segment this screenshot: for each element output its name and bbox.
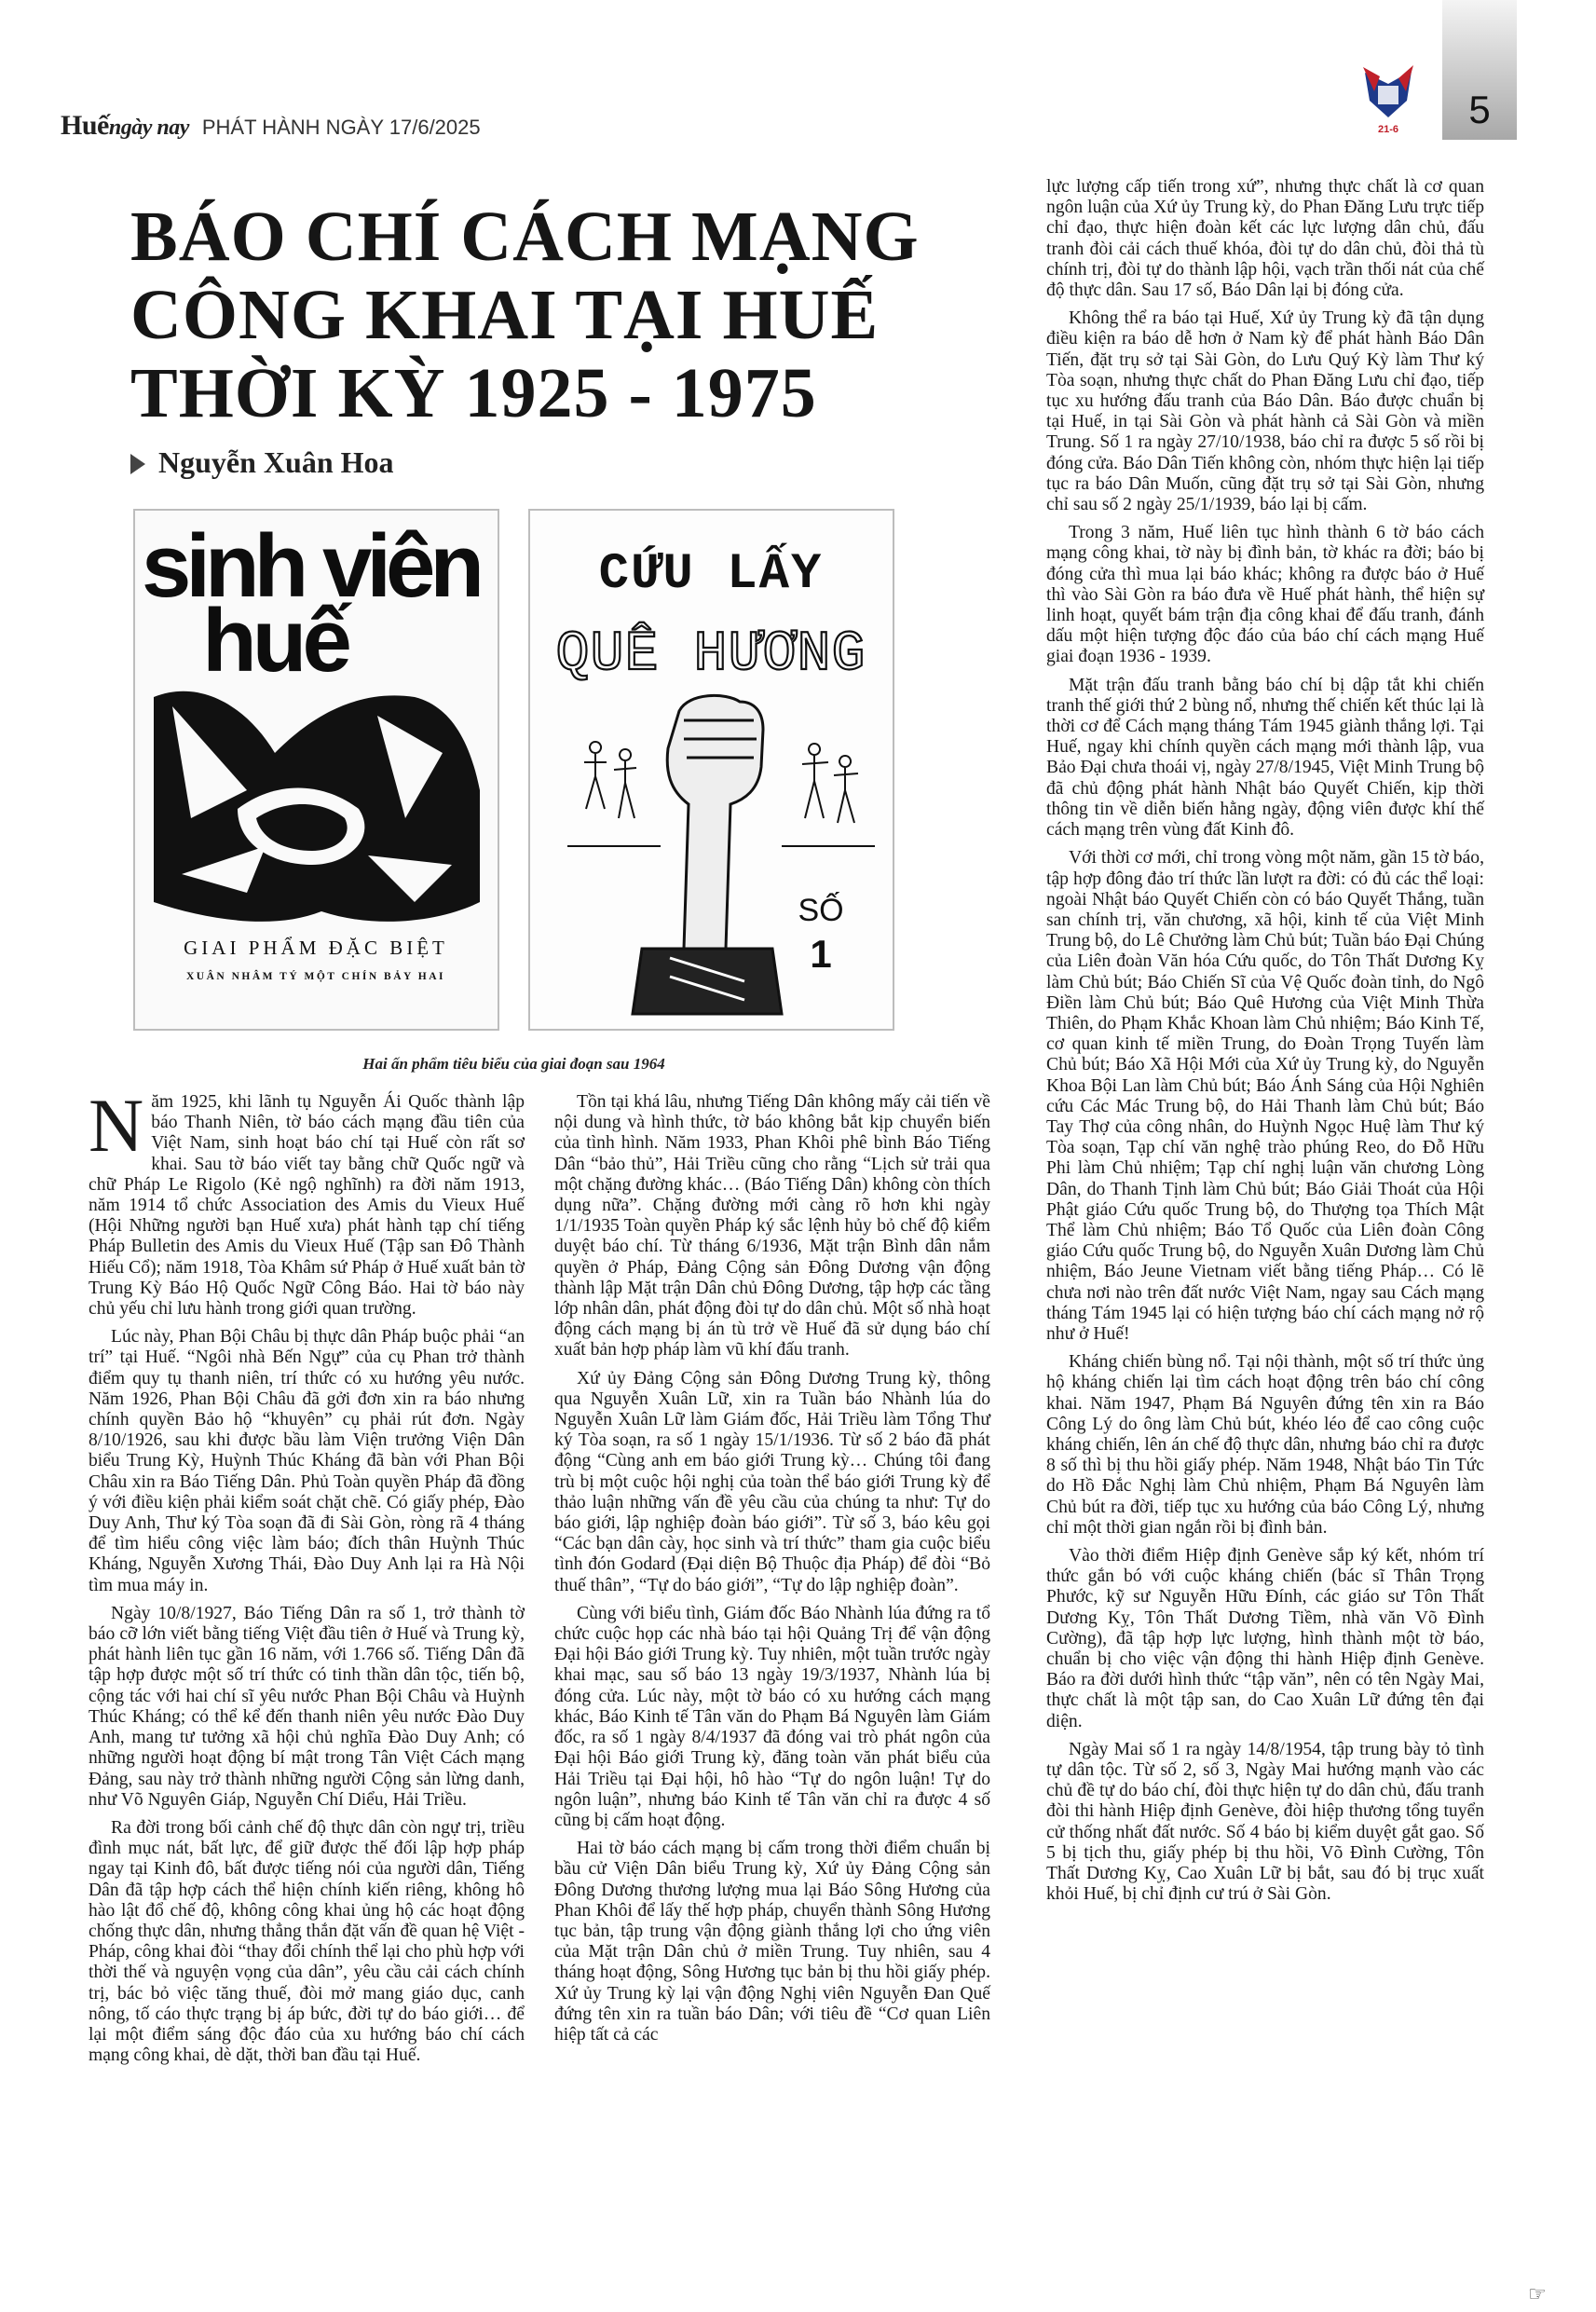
cover2-issue-number: 1 <box>810 932 832 976</box>
paragraph: Vào thời điểm Hiệp định Genève sắp ký kết, nhóm trí thức gắn bó với cuộc kháng chiến (bác sĩ Thân Trọng Phước, kỹ sư Nguyễn Hữu Đính, các giáo sư Tôn Thất Dương Kỵ, Tôn Thất Dương Tiềm, nhà văn Võ Đình Cường), đã tập hợp lực lượng, hình thành một tờ báo, chuẩn bị cho việc vận động thi hành Hiệp định Genève. Báo ra đời dưới hình thức “tập văn”, nên có tên Ngày Mai, thực chất là một tập san, do Cao Xuân Lữ đứng tên đại diện. <box>1046 1546 1484 1731</box>
page-number: 5 <box>1468 88 1491 131</box>
paragraph: Cùng với biểu tình, Giám đốc Báo Nhành lúa đứng ra tổ chức cuộc họp các nhà báo tại hội Quảng Trị để vận động Đại hội Báo giới Trung kỳ. Tuy nhiên, một tuần trước ngày khai mạc, sau số báo 13 ngày 19/3/1937, Nhành lúa bị đóng cửa. Lúc này, một tờ báo có xu hướng cách mạng khác, Báo Kinh tế Tân văn do Phạm Bá Nguyên làm Giám đốc, ra số 1 ngày 8/4/1937 đã đóng vai trò phát ngôn của Đại hội Báo giới Trung kỳ, đăng toàn văn phát biểu của Hải Triều tại Đại hội, hô hào “Tự do ngôn luận! Tự do ngôn luận”, nhưng báo Kinh tế Tân văn chỉ ra được 4 số cũng bị cấm hoạt động. <box>554 1603 990 1830</box>
paragraph: Kháng chiến bùng nổ. Tại nội thành, một số trí thức ủng hộ kháng chiến lại tìm cách hoạt động trên báo chí công khai. Năm 1947, Phạm Bá Nguyên đứng tên xin ra Báo Công Lý do ông làm Chủ bút, khéo léo để cao công cuộc kháng chiến, lên án chế độ thực dân, nhưng báo chỉ ra được 8 số thì bị thu hồi giấy phép. Năm 1948, Nhật báo Tin Tức do Hồ Đắc Nghị làm Chủ nhiệm, Phạm Bá Nguyên làm Chủ bút ra đời, tiếp tục xu hướng của báo Công Lý, nhưng chỉ một thời gian ngắn rồi bị đình bản. <box>1046 1352 1484 1538</box>
continue-pointing-hand-icon: ☞ <box>1528 2283 1547 2306</box>
article-column-1 <box>89 1083 525 2073</box>
masthead <box>61 110 481 147</box>
author-name: Nguyễn Xuân Hoa <box>158 445 394 479</box>
paragraph: lực lượng cấp tiến trong xứ”, nhưng thực chất là cơ quan ngôn luận của Xứ ủy Trung kỳ, do Phan Đăng Lưu trực tiếp chỉ đạo, thực hiện đoàn kết các lực lượng dân chủ, đấu tranh đòi cải cách thuế khóa, đòi tự do dân chủ, đòi thả tù chính trị, đòi tự do thành lập hội, vạch trần thối nát của chế độ thực dân. Sau 17 số, Báo Dân lại bị đóng cửa. <box>1046 177 1484 301</box>
cover-art-2 <box>530 511 893 1029</box>
figure-caption: Hai ấn phẩm tiêu biểu của giai đoạn sau 1964 <box>362 1055 665 1073</box>
magazine-cover-cuu-lay-que-huong <box>528 509 894 1031</box>
paragraph: Ra đời trong bối cảnh chế độ thực dân còn ngự trị, triều đình mục nát, bất lực, để giữ được thế đối lập hợp pháp ngay tại Kinh đô, bất được tiếng nói của người dân, Tiếng Dân đã tập hợp cách thể hiện chính kiến riêng, không hô hào lật đổ chế độ, không công khai ủng hộ các hoạt động chống thực dân, nhưng thẳng thắn đặt vấn đề quan hệ Việt - Pháp, công khai đòi “thay đổi chính thể lại cho phù hợp với thời thế và nguyện vọng của dân”, yêu cầu cải cách chính trị, bác bỏ việc tăng thuế, đòi mở mang giáo dục, canh nông, tố cáo thực trạng bị áp bức, đời tự do báo giới… để lại một điểm sáng độc đáo của xu hướng báo chí cách mạng công khai, dè dặt, thời ban đầu tại Huế. <box>89 1817 525 2066</box>
issue-date: PHÁT HÀNH NGÀY 17/6/2025 <box>201 116 481 139</box>
cover2-issue-label: SỐ <box>798 893 844 928</box>
title-line-1: BÁO CHÍ CÁCH MẠNG <box>130 198 920 276</box>
paragraph: Ngày 10/8/1927, Báo Tiếng Dân ra số 1, trở thành tờ báo cỡ lớn viết bằng tiếng Việt đầu tiên ở Huế và Trung kỳ, phát hành liên tục gần 16 năm, với 1.766 số. Tiếng Dân đã tập hợp được một số trí thức có tinh thần dân tộc, tiến bộ, cộng tác với hai chí sĩ yêu nước Phan Bội Châu và Huỳnh Thúc Kháng; có thể kể đến thanh niên yêu nước Đào Duy Anh, mang tư tưởng xã hội chủ nghĩa Đào Duy Anh; có những người hoạt động bí mật trong Tân Việt Cách mạng Đảng, sau này trở thành những người Cộng sản lừng danh, như Võ Nguyên Giáp, Nguyễn Chí Diểu, Hải Triều. <box>89 1603 525 1810</box>
anniversary-logo-icon <box>1356 63 1421 140</box>
logo-label: 21-6 <box>1377 124 1399 135</box>
article-title <box>130 198 1025 432</box>
paragraph: Năm 1925, khi lãnh tụ Nguyễn Ái Quốc thành lập báo Thanh Niên, tờ báo cách mạng đầu tiên của Việt Nam, sinh hoạt báo chí tại Huế còn rất sơ khai. Sau tờ báo viết tay bằng chữ Quốc ngữ và chữ Pháp Le Rigolo (Kẻ ngộ nghĩnh) ra đời năm 1913, năm 1914 tổ chức Association des Amis du Vieux Huế (Hội Những người bạn Huế xưa) phát hành tạp chí tiếng Pháp Bulletin des Amis du Vieux Huế (Tập san Đô Thành Hiếu Cổ); năm 1918, Tòa Khâm sứ Pháp ở Huế xuất bản tờ Trung Kỳ Báo Hộ Quốc Ngữ Công Báo. Hai tờ báo này chủ yếu chỉ lưu hành trong giới quan trường. <box>89 1083 525 1320</box>
paragraph: Không thể ra báo tại Huế, Xứ ủy Trung kỳ đã tận dụng điều kiện ra báo dễ hơn ở Nam kỳ để phát hành Báo Dân Tiến, đặt trụ sở tại Sài Gòn, do Lưu Quý Kỳ làm Thư ký Tòa soạn, nhưng thực chất do Phan Đăng Lưu chỉ đạo, tiếp tục xu hướng đấu tranh của Báo Dân. Báo được chuẩn bị tại Huế, in tại Sài Gòn và phát hành cả Sài Gòn và miền Trung. Số 1 ra ngày 27/10/1938, báo chỉ ra được 5 số rồi bị đóng cửa. Báo Dân Tiến không còn, nhóm thực hiện lại tiếp tục ra báo Dân Muốn, cũng đặt trụ sở tại Sài Gòn, nhưng chỉ sau số 2 ngày 25/1/1939, báo lại bị cấm. <box>1046 308 1484 515</box>
cover1-title-line2: huế <box>202 591 348 691</box>
title-line-2: CÔNG KHAI TẠI HUẾ <box>130 276 880 354</box>
brand-name: Huếngày nay <box>61 110 189 141</box>
byline <box>130 445 394 480</box>
byline-triangle-icon <box>130 454 145 474</box>
cover2-title-line1: CỨU LẤY <box>598 546 824 603</box>
paragraph: Tồn tại khá lâu, nhưng Tiếng Dân không mấy cải tiến về nội dung và hình thức, tờ báo không bắt kịp chuyển biến của tình hình. Năm 1933, Phan Khôi phê bình Báo Tiếng Dân “bảo thủ”, Hải Triều cũng cho rằng “Lịch sử trải qua một chặng đường khác… (Báo Tiếng Dân) không còn thích dụng nữa”. Chặng đường mới càng rõ hơn khi ngày 1/1/1935 Toàn quyền Pháp ký sắc lệnh hủy bỏ chế độ kiểm duyệt báo chí. Từ tháng 6/1936, Mặt trận Bình dân nắm quyền ở Pháp, Đảng Cộng sản Đông Dương vận động thành lập Mặt trận Dân chủ Đông Dương, tập hợp các tầng lớp nhân dân, phát động đòi tự do dân chủ. Một số nhà hoạt động cách mạng bị án tù trở về Huế đã sử dụng báo chí xuất bản hợp pháp làm vũ khí đấu tranh. <box>554 1092 990 1361</box>
page-number-tab <box>1442 0 1517 140</box>
title-line-3: THỜI KỲ 1925 - 1975 <box>130 354 817 432</box>
paragraph: Lúc này, Phan Bội Châu bị thực dân Pháp buộc phải “an trí” tại Huế. “Ngôi nhà Bến Ngự” của cụ Phan trở thành điểm quy tụ thanh niên, trí thức có xu hướng yêu nước. Năm 1926, Phan Bội Châu đã gởi đơn xin ra báo nhưng chính quyền Bảo hộ “khuyên” cụ phải rút đơn. Ngày 8/10/1926, sau khi được bầu làm Viện trưởng Viện Dân biểu Trung Kỳ, Huỳnh Thúc Kháng đã bàn với Phan Bội Châu xin ra Báo Tiếng Dân. Phủ Toàn quyền Pháp đã đồng ý với điều kiện phải kiểm soát chặt chẽ. Có giấy phép, Đào Duy Anh, Thư ký Tòa soạn đã đi Sài Gòn, ròng rã 4 tháng để tìm hiểu công việc làm báo; đích thân Huỳnh Thúc Kháng, Nguyễn Xương Thái, Đào Duy Anh lại ra Hà Nội tìm mua máy in. <box>89 1327 525 1595</box>
paragraph: Xứ ủy Đảng Cộng sản Đông Dương Trung kỳ, thông qua Nguyễn Xuân Lữ, xin ra Tuần báo Nhành lúa do Nguyễn Xuân Lữ làm Giám đốc, Hải Triều làm Tổng Thư ký Tòa soạn, ra số 1 ngày 15/1/1936. Từ số 2 báo đã phát động “Cùng anh em báo giới Trung kỳ… Chúng tôi đang trù bị một cuộc hội nghị của toàn thể báo giới Trung kỳ để thảo luận những vấn đề yêu cầu của chúng ta như: Tự do báo giới, lập nghiệp đoàn báo giới”. Từ số 3, báo kêu gọi “Các bạn dân cày, học sinh và trí thức” tham gia cuộc biểu tình đón Godard (Đại diện Bộ Thuộc địa Pháp) để đòi “Bỏ thuế thân”, “Tự do báo giới”, “Tự do lập nghiệp đoàn”. <box>554 1368 990 1595</box>
article-column-3 <box>1046 177 1484 1912</box>
paragraph: Trong 3 năm, Huế liên tục hình thành 6 tờ báo cách mạng công khai, tờ này bị đình bản, tờ khác ra đời; báo bị đóng cửa thì mua lại báo khác; không ra được báo ở Huế thì vào Sài Gòn ra báo đưa về Huế phát hành, thể hiện sự linh hoạt, quyết bám trận địa công khai để đấu tranh, đánh dấu một hiện tượng độc đáo của báo chí cách mạng Huế giai đoạn 1936 - 1939. <box>1046 523 1484 667</box>
magazine-cover-sinh-vien-hue <box>133 509 499 1031</box>
paragraph: Ngày Mai số 1 ra ngày 14/8/1954, tập trung bày tỏ tình tự dân tộc. Từ số 2, số 3, Ngày Mai hướng mạnh vào các chủ đề tự do báo chí, đòi thực hiện tự do dân chủ, đấu tranh đòi thi hành Hiệp định Genève, đòi hiệp thương tổng tuyển cử thống nhất đất nước. Số 4 báo bị kiểm duyệt gắt gao. Số 5 bị tịch thu, giấy phép bị thu hồi, Võ Đình Cường, Tôn Thất Dương Kỵ, Cao Xuân Lữ bị bắt, sau đó bị trục xuất khỏi Huế, bị chỉ định cư trú ở Sài Gòn. <box>1046 1739 1484 1905</box>
article-column-2 <box>554 1092 990 2053</box>
paragraph: Với thời cơ mới, chỉ trong vòng một năm, gần 15 tờ báo, tập hợp đông đảo trí thức lần lượt ra đời: có đủ các thể loại: ngoài Nhật báo Quyết Chiến còn có báo Quyết Thắng, tuần san chính trị, văn chương, xã hội, kinh tế của Việt Minh Trung bộ, do Lê Chưởng làm Chủ bút; Tuần báo Đại Chúng của Liên đoàn Văn hóa Cứu quốc, do Tôn Thất Dương Kỵ làm Chủ bút; Báo Chiến Sĩ của Vệ Quốc đoàn tỉnh, do Ngô Điền làm Chủ bút; Báo Quê Hương của Việt Minh Thừa Thiên, do Phạm Khắc Khoan làm Chủ nhiệm; Báo Kinh Tế, cơ quan kinh tế miền Trung, do Đoàn Trọng Tuyến làm Chủ bút; Báo Xã Hội Mới của Xứ ủy Trung kỳ, do Nguyễn Khoa Bội Lan làm Chủ bút; Báo Ánh Sáng của Hội Nghiên cứu Các Mác Trung bộ, do Hải Thanh làm Chủ bút; Báo Tay Thợ của công nhân, do Huỳnh Ngọc Huệ làm Thư ký Tòa soạn, Tạp chí văn nghệ trào phúng Reo, do Đỗ Hữu Phi làm Chủ nhiệm; Tạp chí nghị luận văn chương Lòng Dân, do Thanh Tịnh làm Chủ bút; Báo Giải Thoát của Hội Phật giáo Cứu quốc Trung bộ, do Thượng tọa Thích Mật Thể làm Chủ nhiệm; Báo Tổ Quốc của Liên đoàn Công giáo Cứu quốc Trung bộ, do Nguyễn Xuân Dương làm Chủ nhiệm, Báo Jeune Vietnam viết bằng tiếng Pháp… Có lẽ chưa nơi nào trên đất nước Việt Nam, ngay sau Cách mạng tháng Tám 1945 lại có hiện tượng báo chí cách mạng nở rộ như ở Huế! <box>1046 848 1484 1344</box>
woodcut-hands-illustration <box>154 691 480 922</box>
paragraph: Mặt trận đấu tranh bằng báo chí bị dập tắt khi chiến tranh thế giới thứ 2 bùng nổ, nhưng thế chiến kết thúc lại là thời cơ để Cách mạng tháng Tám 1945 giành thắng lợi. Tại Huế, ngay khi chính quyền cách mạng mới thành lập, vua Bảo Đại chưa thoái vị, ngày 27/8/1945, Việt Minh Trung bộ đã chủ động phát hành Nhật báo Quyết Chiến, kịp thời thông tin về diễn biến hằng ngày, động viên được khí thế cách mạng trên vùng đất Kinh đô. <box>1046 675 1484 841</box>
paragraph: Hai tờ báo cách mạng bị cấm trong thời điểm chuẩn bị bầu cử Viện Dân biểu Trung kỳ, Xứ ủy Đảng Cộng sản Đông Dương thương lượng mua lại Báo Sông Hương của Phan Khôi để lấy thế hợp pháp, chuyển thành Sông Hương tục bản, tập trung vận động giành thắng lợi cho ứng viên của Mặt trận Dân chủ ở miền Trung. Tuy nhiên, sau 4 tháng hoạt động, Sông Hương tục bản bị thu hồi giấy phép. Xứ ủy Trung kỳ lại vận động Nghị viên Nguyễn Đan Quế đứng tên xin ra tuần báo Dân; với tiêu đề “Cơ quan Liên hiệp tất cả các <box>554 1839 990 2045</box>
cover-art-1 <box>135 511 498 1029</box>
cover1-subtitle: GIAI PHẨM ĐẶC BIỆT <box>184 937 448 959</box>
cover1-date-line: XUÂN NHÂM TÝ MỘT CHÍN BẢY HAI <box>185 971 446 982</box>
drop-cap: N <box>89 1083 144 1168</box>
cover2-title-line2: QUÊ HƯƠNG <box>555 623 866 687</box>
cover1-title-line1: sinh viên <box>141 516 480 616</box>
